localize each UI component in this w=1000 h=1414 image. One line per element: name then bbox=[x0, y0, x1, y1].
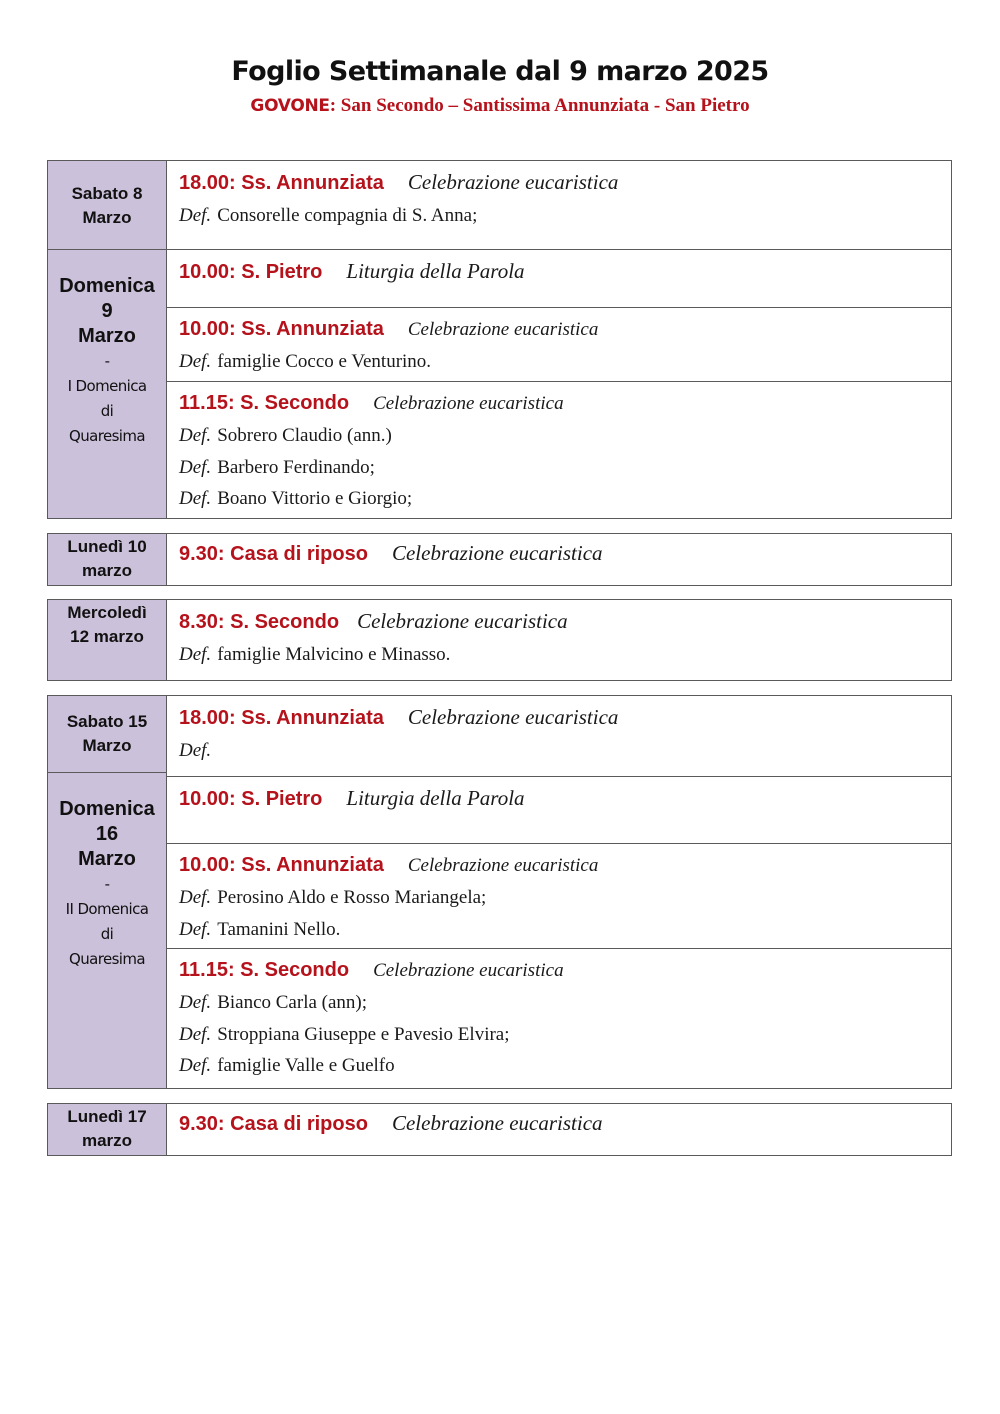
event-type: Celebrazione eucaristica bbox=[407, 855, 599, 876]
liturgical-note: - bbox=[104, 352, 110, 370]
liturgical-note: I Domenica bbox=[67, 377, 147, 395]
day-line: Domenica bbox=[59, 797, 155, 820]
mass-event bbox=[167, 949, 951, 1088]
event-type: Celebrazione eucaristica bbox=[391, 1111, 603, 1135]
mass-event bbox=[167, 777, 951, 844]
def-label: Def. bbox=[179, 425, 212, 446]
events-column bbox=[167, 600, 951, 680]
schedule-block bbox=[47, 599, 952, 681]
intention-text: Stroppiana Giuseppe e Pavesio Elvira; bbox=[217, 1023, 510, 1045]
day-line: 12 marzo bbox=[70, 627, 144, 646]
event-type: Liturgia della Parola bbox=[346, 259, 525, 283]
def-label: Def. bbox=[179, 918, 212, 940]
mass-event bbox=[167, 534, 951, 585]
events-column bbox=[167, 161, 951, 250]
day-column bbox=[48, 600, 167, 680]
day-line: Domenica bbox=[59, 275, 155, 297]
intention-line bbox=[179, 914, 951, 946]
day-line: 9 bbox=[101, 300, 113, 322]
def-label: Def. bbox=[179, 351, 212, 372]
day-label bbox=[48, 696, 166, 773]
liturgical-note: di bbox=[100, 924, 114, 943]
day-label bbox=[48, 534, 166, 585]
intention-text: Boano Vittorio e Giorgio; bbox=[217, 488, 413, 509]
liturgical-note: di bbox=[100, 402, 114, 420]
liturgical-note: Quaresima bbox=[69, 427, 145, 445]
day-label bbox=[48, 250, 166, 518]
day-line: Marzo bbox=[82, 207, 132, 227]
day-label bbox=[48, 773, 166, 1088]
day-line: Lunedì 10 bbox=[67, 537, 147, 556]
events-column bbox=[167, 250, 951, 518]
event-time-place: 10.00: S. Pietro bbox=[179, 261, 323, 283]
intention-text: Perosino Aldo e Rosso Mariangela; bbox=[217, 887, 487, 908]
churches-list: : San Secondo – Santissima Annunziata - San Pietro bbox=[329, 95, 750, 116]
mass-event bbox=[167, 1104, 951, 1155]
events-column bbox=[167, 1104, 951, 1155]
day-column bbox=[48, 696, 167, 1088]
mass-event bbox=[167, 250, 951, 308]
day-label bbox=[48, 161, 166, 250]
intention-text: famiglie Cocco e Venturino. bbox=[217, 351, 432, 372]
event-time-place: 9.30: Casa di riposo bbox=[179, 1113, 368, 1135]
day-line: Marzo bbox=[82, 735, 132, 755]
day-column bbox=[48, 161, 167, 250]
intention-text: Barbero Ferdinando; bbox=[217, 456, 375, 478]
liturgical-note: II Domenica bbox=[65, 899, 149, 918]
event-time-place: 18.00: Ss. Annunziata bbox=[179, 707, 384, 729]
mass-event bbox=[167, 308, 951, 382]
mass-event bbox=[167, 844, 951, 949]
intention-line bbox=[179, 882, 951, 914]
intention-text: famiglie Malvicino e Minasso. bbox=[217, 644, 451, 665]
def-label: Def. bbox=[179, 644, 212, 665]
event-time-place: 11.15: S. Secondo bbox=[179, 959, 350, 981]
def-label: Def. bbox=[179, 887, 212, 908]
day-line: marzo bbox=[81, 561, 133, 580]
intention-text: famiglie Valle e Guelfo bbox=[217, 1055, 395, 1076]
intention-line bbox=[179, 420, 951, 452]
intention-text: Sobrero Claudio (ann.) bbox=[217, 425, 392, 446]
intention-line bbox=[179, 483, 951, 515]
day-line: Sabato 8 bbox=[71, 183, 143, 203]
day-label bbox=[48, 600, 166, 680]
event-time-place: 18.00: Ss. Annunziata bbox=[179, 172, 384, 194]
event-time-place: 10.00: Ss. Annunziata bbox=[179, 318, 384, 340]
intention-line bbox=[179, 639, 951, 671]
intention-line bbox=[179, 1050, 951, 1082]
events-column bbox=[167, 534, 951, 585]
intention-text: Bianco Carla (ann); bbox=[217, 992, 368, 1013]
page-title: Foglio Settimanale dal 9 marzo 2025 bbox=[231, 56, 769, 87]
day-line: Marzo bbox=[78, 847, 136, 870]
schedule-block bbox=[47, 695, 952, 1089]
event-type: Celebrazione eucaristica bbox=[407, 170, 619, 194]
intention-line bbox=[179, 452, 951, 484]
event-time-place: 10.00: Ss. Annunziata bbox=[179, 854, 384, 876]
intention-line bbox=[179, 735, 951, 767]
mass-event bbox=[167, 600, 951, 680]
page-header bbox=[0, 52, 1000, 120]
liturgical-note: Quaresima bbox=[69, 949, 145, 968]
day-line: Mercoledì bbox=[67, 603, 147, 622]
intention-line bbox=[179, 1019, 951, 1051]
event-type: Liturgia della Parola bbox=[346, 786, 525, 810]
day-line: marzo bbox=[81, 1131, 133, 1150]
event-time-place: 11.15: S. Secondo bbox=[179, 392, 350, 414]
intention-line bbox=[179, 346, 951, 378]
day-line: Marzo bbox=[78, 325, 136, 347]
event-type: Celebrazione eucaristica bbox=[407, 319, 599, 340]
parish-name: GOVONE bbox=[250, 96, 330, 116]
events-column bbox=[167, 696, 951, 1088]
event-type: Celebrazione eucaristica bbox=[391, 541, 603, 565]
day-line: 16 bbox=[95, 822, 119, 845]
day-column bbox=[48, 534, 167, 585]
event-type: Celebrazione eucaristica bbox=[373, 393, 564, 414]
event-type: Celebrazione eucaristica bbox=[407, 705, 619, 729]
mass-event bbox=[167, 161, 951, 250]
event-time-place: 10.00: S. Pietro bbox=[179, 788, 323, 810]
intention-text: Tamanini Nello. bbox=[217, 918, 341, 940]
event-type: Celebrazione eucaristica bbox=[373, 960, 564, 981]
event-time-place: 9.30: Casa di riposo bbox=[179, 543, 368, 565]
event-time-place: 8.30: S. Secondo bbox=[179, 611, 340, 633]
day-line: Lunedì 17 bbox=[67, 1107, 147, 1126]
schedule-block bbox=[47, 533, 952, 586]
day-label bbox=[48, 1104, 166, 1155]
def-label: Def. bbox=[179, 1023, 212, 1045]
event-type: Celebrazione eucaristica bbox=[357, 609, 568, 633]
schedule-block bbox=[47, 1103, 952, 1156]
def-label: Def. bbox=[179, 456, 212, 478]
intention-line bbox=[179, 987, 951, 1019]
def-label: Def. bbox=[179, 740, 212, 761]
intention-text: Consorelle compagnia di S. Anna; bbox=[217, 205, 478, 226]
day-column bbox=[48, 250, 167, 518]
day-column bbox=[48, 1104, 167, 1155]
mass-event bbox=[167, 696, 951, 777]
schedule-block bbox=[47, 249, 952, 519]
mass-event bbox=[167, 382, 951, 518]
def-label: Def. bbox=[179, 1055, 212, 1076]
def-label: Def. bbox=[179, 488, 212, 509]
schedule-block bbox=[47, 160, 952, 251]
liturgical-note: - bbox=[104, 874, 110, 893]
def-label: Def. bbox=[179, 205, 212, 226]
def-label: Def. bbox=[179, 992, 212, 1013]
day-line: Sabato 15 bbox=[66, 711, 148, 731]
intention-line bbox=[179, 200, 951, 232]
page-subtitle bbox=[0, 92, 1000, 120]
